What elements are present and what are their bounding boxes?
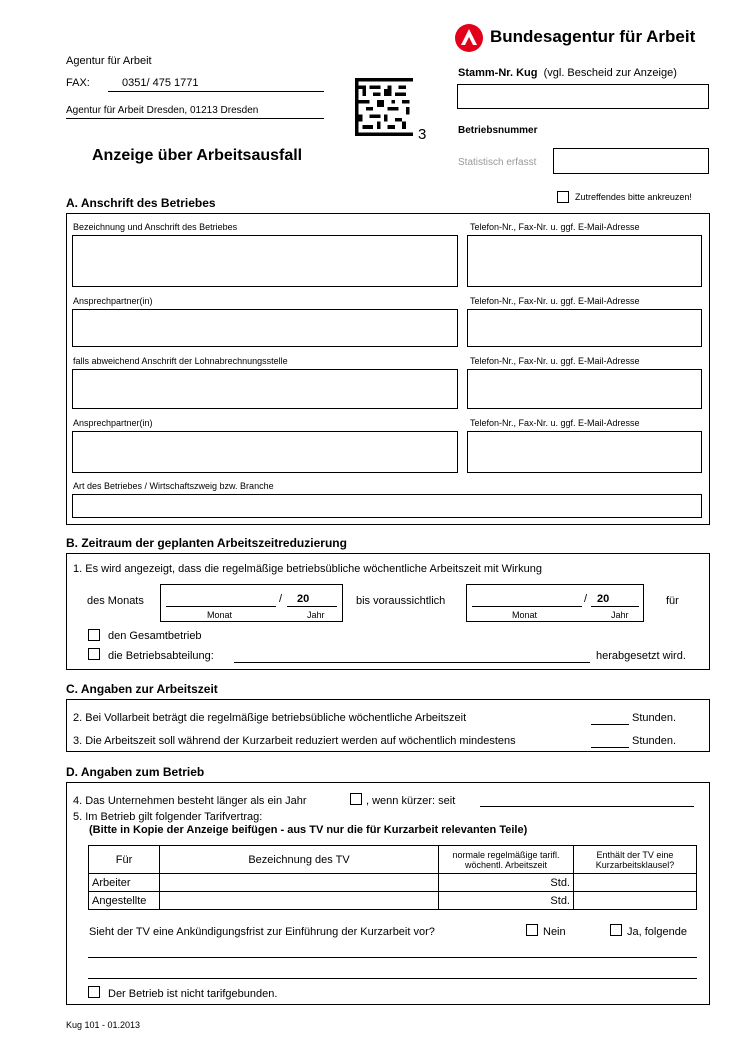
phone-input-4[interactable] bbox=[467, 431, 702, 473]
branche-label: Art des Betriebes / Wirtschaftszweig bzw. Branche bbox=[73, 481, 274, 491]
stamm-note: (vgl. Bescheid zur Anzeige) bbox=[543, 67, 677, 79]
to-month-input[interactable] bbox=[472, 606, 582, 607]
kurzarbeit-hours-input[interactable] bbox=[591, 747, 629, 748]
nein-checkbox[interactable] bbox=[526, 924, 538, 936]
item4-text: 4. Das Unternehmen besteht länger als ein Jahr bbox=[73, 795, 307, 807]
branche-input[interactable] bbox=[72, 494, 702, 518]
from-jahr-label: Jahr bbox=[307, 610, 325, 620]
question-text: Sieht der TV eine Ankündigungsfrist zur Einführung der Kurzarbeit vor? bbox=[89, 926, 435, 938]
to-jahr-label: Jahr bbox=[611, 610, 629, 620]
table-header: Für bbox=[89, 846, 160, 874]
gesamtbetrieb-checkbox[interactable] bbox=[88, 629, 100, 641]
tv-name-cell[interactable] bbox=[160, 874, 439, 892]
clause-cell[interactable] bbox=[574, 874, 697, 892]
item2-text: 2. Bei Vollarbeit beträgt die regelmäßige betriebsübliche wöchentliche Arbeitszeit bbox=[73, 712, 467, 724]
contact-input[interactable] bbox=[72, 309, 458, 347]
betriebsnummer-label: Betriebsnummer bbox=[458, 125, 538, 136]
abteilung-input[interactable] bbox=[234, 662, 590, 663]
qr-suffix: 3 bbox=[418, 126, 427, 143]
agency-address: Agentur für Arbeit Dresden, 01213 Dresden bbox=[66, 105, 259, 116]
table-header-row bbox=[89, 846, 697, 874]
from-monat-label: Monat bbox=[207, 610, 233, 620]
ja-label: Ja, folgende bbox=[627, 926, 687, 938]
ja-detail-line-2[interactable] bbox=[88, 978, 697, 979]
stamm-nr-input[interactable] bbox=[457, 84, 709, 109]
contact2-label: Ansprechpartner(in) bbox=[73, 418, 153, 428]
table-header: Bezeichnung des TV bbox=[160, 846, 439, 874]
nicht-tarif-label: Der Betrieb ist nicht tarifgebunden. bbox=[108, 988, 278, 1000]
contact-label: Ansprechpartner(in) bbox=[73, 296, 153, 306]
item4-date-input[interactable] bbox=[480, 806, 694, 807]
statistisch-label: Statistisch erfasst bbox=[458, 157, 537, 168]
phone-input-1[interactable] bbox=[467, 235, 702, 287]
to-slash: / bbox=[584, 593, 588, 605]
form-title: Anzeige über Arbeitsausfall bbox=[92, 147, 303, 164]
phone-label-2: Telefon-Nr., Fax-Nr. u. ggf. E-Mail-Adresse bbox=[470, 296, 640, 306]
contact2-input[interactable] bbox=[72, 431, 458, 473]
ja-detail-line-1[interactable] bbox=[88, 957, 697, 958]
address-input[interactable] bbox=[72, 235, 458, 287]
phone-label-1: Telefon-Nr., Fax-Nr. u. ggf. E-Mail-Adresse bbox=[470, 222, 640, 232]
table-header: Enthält der TV eine Kurzarbeitsklausel? bbox=[574, 846, 697, 874]
clause-cell[interactable] bbox=[574, 892, 697, 910]
stunden-label-1: Stunden. bbox=[632, 712, 677, 724]
vollarbeit-hours-input[interactable] bbox=[591, 724, 629, 725]
section-b-title: B. Zeitraum der geplanten Arbeitszeitreduzierung bbox=[66, 536, 347, 550]
agency-label: Agentur für Arbeit bbox=[66, 55, 152, 67]
from-year-input[interactable] bbox=[287, 606, 337, 607]
table-row bbox=[89, 874, 697, 892]
ba-logo-icon bbox=[455, 24, 483, 52]
stamm-label bbox=[458, 67, 677, 79]
from-month-input[interactable] bbox=[166, 606, 276, 607]
checkbox-hint: Zutreffendes bitte ankreuzen! bbox=[575, 192, 692, 202]
des-monats-label: des Monats bbox=[87, 595, 144, 607]
abteilung-label: die Betriebsabteilung: bbox=[108, 650, 214, 662]
tv-name-cell[interactable] bbox=[160, 892, 439, 910]
section-c-title: C. Angaben zur Arbeitszeit bbox=[66, 682, 218, 696]
stunden-label-2: Stunden. bbox=[632, 735, 677, 747]
qr-code-icon bbox=[355, 78, 413, 136]
table-row bbox=[89, 892, 697, 910]
phone-label-4: Telefon-Nr., Fax-Nr. u. ggf. E-Mail-Adresse bbox=[470, 418, 640, 428]
statistisch-input[interactable] bbox=[553, 148, 709, 174]
nein-label: Nein bbox=[543, 926, 566, 938]
fuer-label: für bbox=[666, 595, 679, 607]
hours-cell[interactable]: Std. bbox=[439, 874, 574, 892]
row-label: Angestellte bbox=[89, 892, 160, 910]
item5-text: 5. Im Betrieb gilt folgender Tarifvertrag: bbox=[73, 811, 263, 823]
fax-underline bbox=[108, 91, 324, 92]
table-header: normale regelmäßige tarifl. wöchentl. Arbeitszeit bbox=[439, 846, 574, 874]
to-year-input[interactable] bbox=[591, 606, 639, 607]
section-a-title: A. Anschrift des Betriebes bbox=[66, 196, 216, 210]
item5-note: (Bitte in Kopie der Anzeige beifügen - aus TV nur die für Kurzarbeit relevanten Teile) bbox=[89, 824, 528, 836]
hint-checkbox[interactable] bbox=[557, 191, 569, 203]
fax-number: 0351/ 475 1771 bbox=[122, 77, 199, 89]
address-label: Bezeichnung und Anschrift des Betriebes bbox=[73, 222, 238, 232]
item1-text: 1. Es wird angezeigt, dass die regelmäßige betriebsübliche wöchentliche Arbeitszeit mit Wirkung bbox=[73, 563, 542, 575]
tarif-table bbox=[88, 845, 697, 910]
abteilung-checkbox[interactable] bbox=[88, 648, 100, 660]
address-underline bbox=[66, 118, 324, 119]
section-d-title: D. Angaben zum Betrieb bbox=[66, 765, 205, 779]
phone-label-3: Telefon-Nr., Fax-Nr. u. ggf. E-Mail-Adresse bbox=[470, 356, 640, 366]
payroll-label: falls abweichend Anschrift der Lohnabrechnungsstelle bbox=[73, 356, 288, 366]
payroll-input[interactable] bbox=[72, 369, 458, 409]
phone-input-2[interactable] bbox=[467, 309, 702, 347]
item4-checkbox[interactable] bbox=[350, 793, 362, 805]
to-year-prefix: 20 bbox=[597, 593, 610, 605]
from-slash: / bbox=[279, 593, 283, 605]
to-monat-label: Monat bbox=[512, 610, 538, 620]
fax-label: FAX: bbox=[66, 77, 90, 89]
item3-text: 3. Die Arbeitszeit soll während der Kurzarbeit reduziert werden auf wöchentlich mindestens bbox=[73, 735, 516, 747]
phone-input-3[interactable] bbox=[467, 369, 702, 409]
item4b-text: , wenn kürzer: seit bbox=[366, 795, 456, 807]
stamm-label-bold: Stamm-Nr. Kug bbox=[458, 67, 538, 79]
nicht-tarif-checkbox[interactable] bbox=[88, 986, 100, 998]
gesamtbetrieb-label: den Gesamtbetrieb bbox=[108, 630, 202, 642]
ja-checkbox[interactable] bbox=[610, 924, 622, 936]
bis-label: bis voraussichtlich bbox=[356, 595, 446, 607]
form-code: Kug 101 - 01.2013 bbox=[66, 1020, 141, 1030]
hours-cell[interactable]: Std. bbox=[439, 892, 574, 910]
row-label: Arbeiter bbox=[89, 874, 160, 892]
logo-text: Bundesagentur für Arbeit bbox=[490, 27, 696, 46]
from-year-prefix: 20 bbox=[297, 593, 310, 605]
herabgesetzt-label: herabgesetzt wird. bbox=[596, 650, 686, 662]
